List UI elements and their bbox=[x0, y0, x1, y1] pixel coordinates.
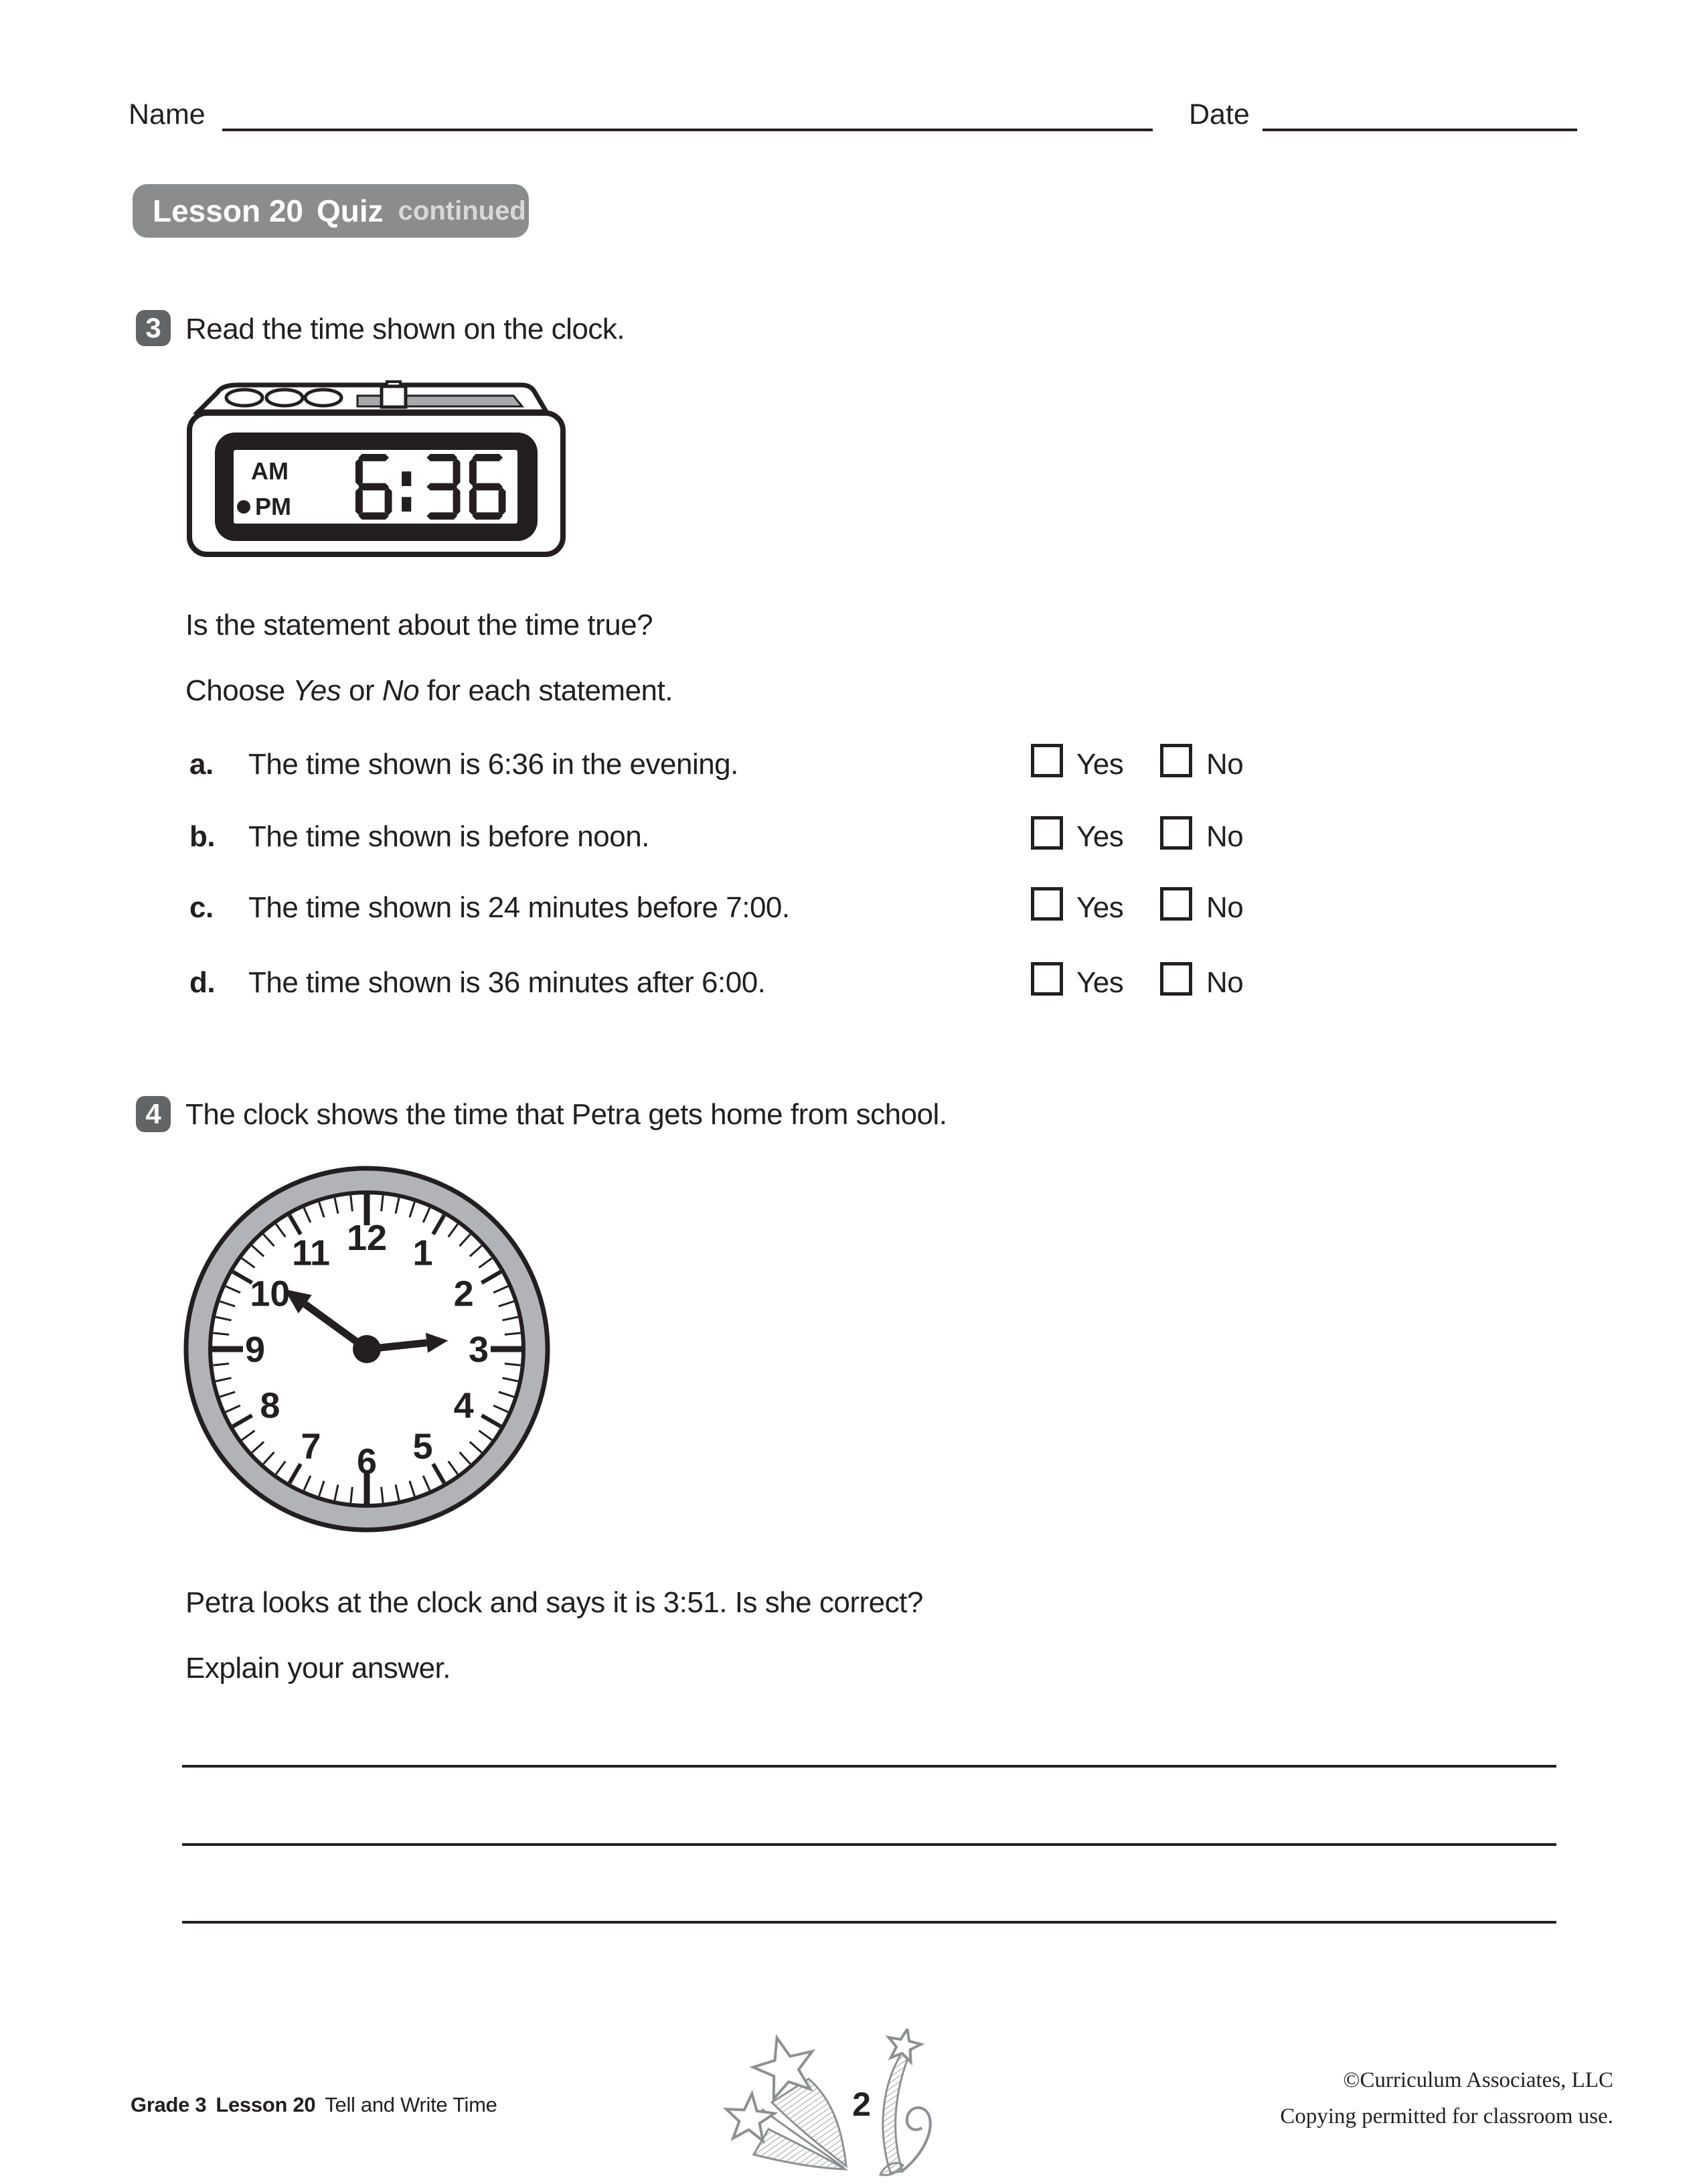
footer-grade: Grade 3 bbox=[131, 2093, 207, 2116]
statement-row-c bbox=[189, 891, 1535, 931]
statement-text: The time shown is before noon. bbox=[248, 820, 649, 853]
statement-letter: b. bbox=[189, 820, 216, 853]
lesson-badge-continued: continued bbox=[398, 196, 526, 226]
question-3-number-badge: 3 bbox=[136, 310, 171, 346]
statement-letter: a. bbox=[189, 748, 214, 781]
statement-row-d bbox=[189, 966, 1535, 1006]
no-label: No bbox=[1206, 891, 1244, 924]
svg-text:5: 5 bbox=[412, 1426, 433, 1467]
question-3-subprompt: Is the statement about the time true? bbox=[185, 609, 653, 641]
choose-yes-word: Yes bbox=[293, 674, 341, 707]
svg-text:10: 10 bbox=[250, 1273, 291, 1314]
statement-text: The time shown is 24 minutes before 7:00. bbox=[248, 891, 790, 924]
yes-label: Yes bbox=[1076, 748, 1124, 781]
page-number: 2 bbox=[852, 2086, 871, 2123]
statement-row-b bbox=[189, 820, 1535, 860]
answer-line-1[interactable] bbox=[182, 1765, 1556, 1768]
question-4-prompt: The clock shows the time that Petra gets home from school. bbox=[185, 1098, 947, 1131]
question-4-number-badge: 4 bbox=[136, 1096, 171, 1132]
analog-clock-image bbox=[182, 1164, 552, 1534]
no-checkbox-d[interactable] bbox=[1160, 962, 1192, 996]
flourish-stem bbox=[883, 2049, 912, 2173]
clock-button-icon bbox=[266, 390, 303, 406]
copyright-notice bbox=[1280, 2062, 1613, 2135]
answer-line-3[interactable] bbox=[182, 1921, 1556, 1924]
clock-slider-knob bbox=[382, 386, 406, 407]
name-input-line[interactable] bbox=[222, 129, 1153, 131]
lesson-badge-quiz: Quiz bbox=[317, 193, 384, 228]
footer-lesson: Lesson 20 bbox=[216, 2093, 316, 2116]
choose-middle: or bbox=[341, 674, 382, 707]
choose-no-word: No bbox=[382, 674, 420, 707]
choose-suffix: for each statement. bbox=[419, 674, 673, 707]
yes-checkbox-a[interactable] bbox=[1031, 744, 1063, 777]
no-checkbox-a[interactable] bbox=[1160, 744, 1192, 777]
svg-text:3: 3 bbox=[468, 1330, 489, 1370]
no-label: No bbox=[1206, 820, 1244, 853]
svg-text:7: 7 bbox=[301, 1426, 321, 1467]
svg-text:9: 9 bbox=[244, 1330, 266, 1370]
statement-text: The time shown is 36 minutes after 6:00. bbox=[248, 966, 766, 999]
pm-label: PM bbox=[255, 493, 291, 520]
yes-label: Yes bbox=[1076, 966, 1124, 999]
pm-indicator-dot bbox=[237, 500, 250, 514]
yes-checkbox-c[interactable] bbox=[1031, 887, 1063, 921]
statement-row-a bbox=[189, 748, 1535, 788]
date-input-line[interactable] bbox=[1263, 129, 1577, 131]
date-label: Date bbox=[1189, 98, 1250, 131]
name-label: Name bbox=[129, 98, 206, 131]
flourish-leaf bbox=[880, 2163, 903, 2175]
svg-text:11: 11 bbox=[291, 1233, 331, 1273]
clock-center-dot bbox=[353, 1335, 381, 1363]
lesson-badge-lesson: Lesson 20 bbox=[153, 193, 303, 228]
svg-text:6: 6 bbox=[356, 1441, 378, 1482]
no-label: No bbox=[1206, 966, 1244, 999]
lesson-quiz-badge bbox=[133, 184, 529, 238]
footer-unit-title: Tell and Write Time bbox=[325, 2093, 497, 2116]
clock-button-icon bbox=[226, 390, 262, 406]
question-4-question: Petra looks at the clock and says it is 3:51. Is she correct? bbox=[185, 1586, 923, 1619]
copyright-line-1: ©Curriculum Associates, LLC bbox=[1343, 2068, 1613, 2092]
answer-line-2[interactable] bbox=[182, 1843, 1556, 1846]
statement-letter: d. bbox=[189, 966, 216, 999]
question-4-instruction: Explain your answer. bbox=[185, 1652, 451, 1685]
svg-text:12: 12 bbox=[346, 1218, 388, 1258]
digital-clock-image bbox=[187, 379, 566, 557]
svg-text:1: 1 bbox=[412, 1233, 433, 1273]
no-label: No bbox=[1206, 748, 1244, 781]
question-3-prompt: Read the time shown on the clock. bbox=[185, 313, 625, 345]
footer-lesson-info bbox=[131, 2094, 497, 2115]
svg-text:4: 4 bbox=[453, 1385, 474, 1426]
no-checkbox-c[interactable] bbox=[1160, 887, 1192, 921]
yes-checkbox-d[interactable] bbox=[1031, 962, 1063, 996]
yes-checkbox-b[interactable] bbox=[1031, 816, 1063, 850]
svg-text:8: 8 bbox=[260, 1385, 280, 1426]
yes-label: Yes bbox=[1076, 891, 1124, 924]
flourish-swirl bbox=[901, 2108, 930, 2172]
am-label: AM bbox=[251, 457, 289, 485]
svg-text:2: 2 bbox=[453, 1273, 474, 1314]
yes-label: Yes bbox=[1076, 820, 1124, 853]
copyright-line-2: Copying permitted for classroom use. bbox=[1280, 2104, 1613, 2129]
statement-letter: c. bbox=[189, 891, 214, 924]
question-3-choose-instruction bbox=[185, 676, 673, 706]
statement-text: The time shown is 6:36 in the evening. bbox=[248, 748, 738, 781]
choose-prefix: Choose bbox=[185, 674, 293, 707]
no-checkbox-b[interactable] bbox=[1160, 816, 1192, 850]
star-icon bbox=[889, 2029, 921, 2062]
clock-button-icon bbox=[305, 390, 341, 406]
